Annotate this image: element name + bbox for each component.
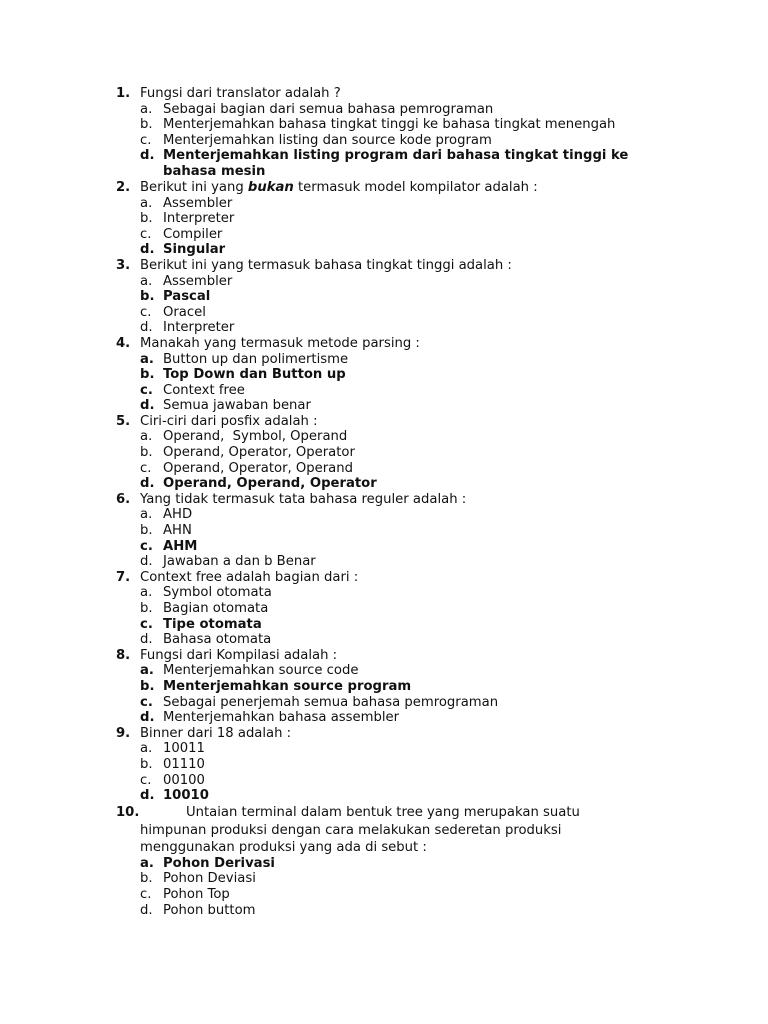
- question-text: Fungsi dari Kompilasi adalah :: [140, 647, 338, 663]
- option-letter: d.: [140, 902, 153, 918]
- question-3: [0, 258, 768, 336]
- option-letter: a.: [140, 585, 153, 601]
- option-text: Oracel: [163, 304, 206, 320]
- correct-answer-text: Pascal: [163, 289, 211, 305]
- question-number: 7.: [116, 569, 131, 585]
- option-text: Bagian otomata: [163, 601, 269, 616]
- question-number: 8.: [116, 647, 131, 663]
- option-letter: c.: [140, 538, 153, 554]
- question-text: Berikut ini yang termasuk bahasa tingkat tinggi adalah :: [140, 257, 512, 273]
- option-text: Assembler: [163, 195, 233, 211]
- option-letter: d.: [140, 554, 153, 570]
- option-letter: a.: [140, 101, 153, 117]
- question-text: Binner dari 18 adalah :: [140, 725, 292, 741]
- question-number: 1.: [116, 86, 131, 101]
- option-text: Interpreter: [163, 211, 235, 227]
- option-letter: d.: [140, 398, 155, 414]
- option-text: Pohon buttom: [163, 902, 256, 918]
- correct-answer-text: 10010: [163, 788, 209, 804]
- question-text: Fungsi dari translator adalah ?: [140, 86, 341, 101]
- option-text: Sebagai bagian dari semua bahasa pemrograman: [163, 101, 494, 117]
- option-letter: c.: [140, 132, 152, 148]
- option-text: Button up dan polimertisme: [163, 351, 349, 367]
- question-number: 4.: [116, 335, 131, 351]
- correct-answer-text: Menterjemahkan source program: [163, 678, 412, 694]
- option-text: Menterjemahkan bahasa assembler: [163, 710, 400, 726]
- option-text: Symbol otomata: [163, 585, 272, 601]
- correct-answer-text: Pohon Derivasi: [163, 855, 275, 871]
- option-letter: a.: [140, 273, 153, 289]
- option-letter: d.: [140, 632, 153, 648]
- question-number: 6.: [116, 491, 131, 507]
- correct-answer-text: AHM: [163, 538, 198, 554]
- option-letter: b.: [140, 601, 153, 616]
- option-text: Menterjemahkan listing dan source kode program: [163, 132, 492, 148]
- question-text-continuation: himpunan produksi dengan cara melakukan sederetan produksi: [140, 822, 562, 838]
- option-letter: b.: [140, 678, 155, 694]
- question-text: [140, 180, 538, 196]
- question-7: [0, 570, 768, 648]
- question-8: [0, 648, 768, 726]
- option-text: Context free: [163, 382, 245, 398]
- option-letter: a.: [140, 663, 154, 679]
- option-letter: a.: [140, 741, 153, 757]
- option-text: Semua jawaban benar: [163, 398, 311, 414]
- option-text: Compiler: [163, 226, 223, 242]
- option-letter: c.: [140, 226, 152, 242]
- option-letter: d.: [140, 148, 155, 164]
- option-letter: b.: [140, 289, 155, 305]
- question-number: 3.: [116, 257, 131, 273]
- option-letter: c.: [140, 694, 153, 710]
- option-text: Bahasa otomata: [163, 632, 272, 648]
- option-text: Menterjemahkan source code: [163, 663, 359, 679]
- option-text: Jawaban a dan b Benar: [163, 554, 316, 570]
- question-10: [0, 804, 768, 918]
- option-letter: b.: [140, 211, 153, 227]
- option-text: Operand, Symbol, Operand: [163, 429, 348, 445]
- option-letter: c.: [140, 886, 152, 902]
- option-text: Menterjemahkan bahasa tingkat tinggi ke bahasa tingkat menengah: [163, 117, 616, 133]
- option-letter: b.: [140, 445, 153, 461]
- option-letter: c.: [140, 304, 152, 320]
- option-letter: d.: [140, 710, 155, 726]
- correct-answer-continuation: bahasa mesin: [163, 163, 266, 179]
- correct-answer-text: Singular: [163, 242, 226, 258]
- option-letter: d.: [140, 242, 155, 258]
- question-4: [0, 336, 768, 414]
- option-text: Operand, Operator, Operand: [163, 460, 353, 476]
- option-text: 10011: [163, 741, 205, 757]
- correct-answer-text: Menterjemahkan listing program dari bahasa tingkat tinggi ke: [163, 148, 629, 164]
- question-text: Untaian terminal dalam bentuk tree yang merupakan suatu: [186, 804, 580, 820]
- option-text: Operand, Operator, Operator: [163, 445, 355, 461]
- option-text: AHD: [163, 507, 193, 523]
- question-text-after: termasuk model kompilator adalah :: [293, 179, 538, 195]
- option-text: AHN: [163, 523, 192, 539]
- question-2: [0, 180, 768, 258]
- correct-answer-text: Top Down dan Button up: [163, 367, 346, 383]
- option-text: Sebagai penerjemah semua bahasa pemrograman: [163, 694, 499, 710]
- option-letter: c.: [140, 772, 152, 788]
- option-text: 00100: [163, 772, 205, 788]
- correct-answer-text: Tipe otomata: [163, 616, 262, 632]
- question-number: 10.: [116, 804, 140, 820]
- question-6: [0, 492, 768, 570]
- option-letter: a.: [140, 855, 154, 871]
- option-text: 01110: [163, 756, 205, 772]
- option-letter: b.: [140, 367, 155, 383]
- option-letter: c.: [140, 460, 152, 476]
- question-text-before: Berikut ini yang: [140, 179, 248, 195]
- option-letter: d.: [140, 320, 153, 336]
- option-text: Interpreter: [163, 320, 235, 336]
- question-text: Ciri-ciri dari posfix adalah :: [140, 413, 318, 429]
- option-letter: b.: [140, 871, 153, 887]
- correct-answer-text: Operand, Operand, Operator: [163, 476, 377, 492]
- option-text: Pohon Top: [163, 886, 230, 902]
- option-letter: a.: [140, 351, 154, 367]
- option-letter: a.: [140, 429, 153, 445]
- question-text-continuation: menggunakan produksi yang ada di sebut :: [140, 839, 427, 855]
- option-letter: b.: [140, 117, 153, 133]
- question-number: 9.: [116, 725, 131, 741]
- option-letter: c.: [140, 616, 153, 632]
- option-letter: b.: [140, 523, 153, 539]
- question-text: Yang tidak termasuk tata bahasa reguler adalah :: [140, 491, 467, 507]
- question-number: 2.: [116, 179, 131, 195]
- question-9: [0, 726, 768, 804]
- question-1: [0, 86, 768, 180]
- option-letter: c.: [140, 382, 153, 398]
- option-letter: d.: [140, 476, 155, 492]
- option-letter: a.: [140, 195, 153, 211]
- question-text: Context free adalah bagian dari :: [140, 569, 359, 585]
- option-letter: a.: [140, 507, 153, 523]
- question-5: [0, 414, 768, 492]
- question-number: 5.: [116, 413, 131, 429]
- option-text: Pohon Deviasi: [163, 871, 256, 887]
- option-letter: b.: [140, 756, 153, 772]
- option-text: Assembler: [163, 273, 233, 289]
- question-text: Manakah yang termasuk metode parsing :: [140, 335, 420, 351]
- option-letter: d.: [140, 788, 155, 804]
- question-emphasis: bukan: [247, 179, 294, 195]
